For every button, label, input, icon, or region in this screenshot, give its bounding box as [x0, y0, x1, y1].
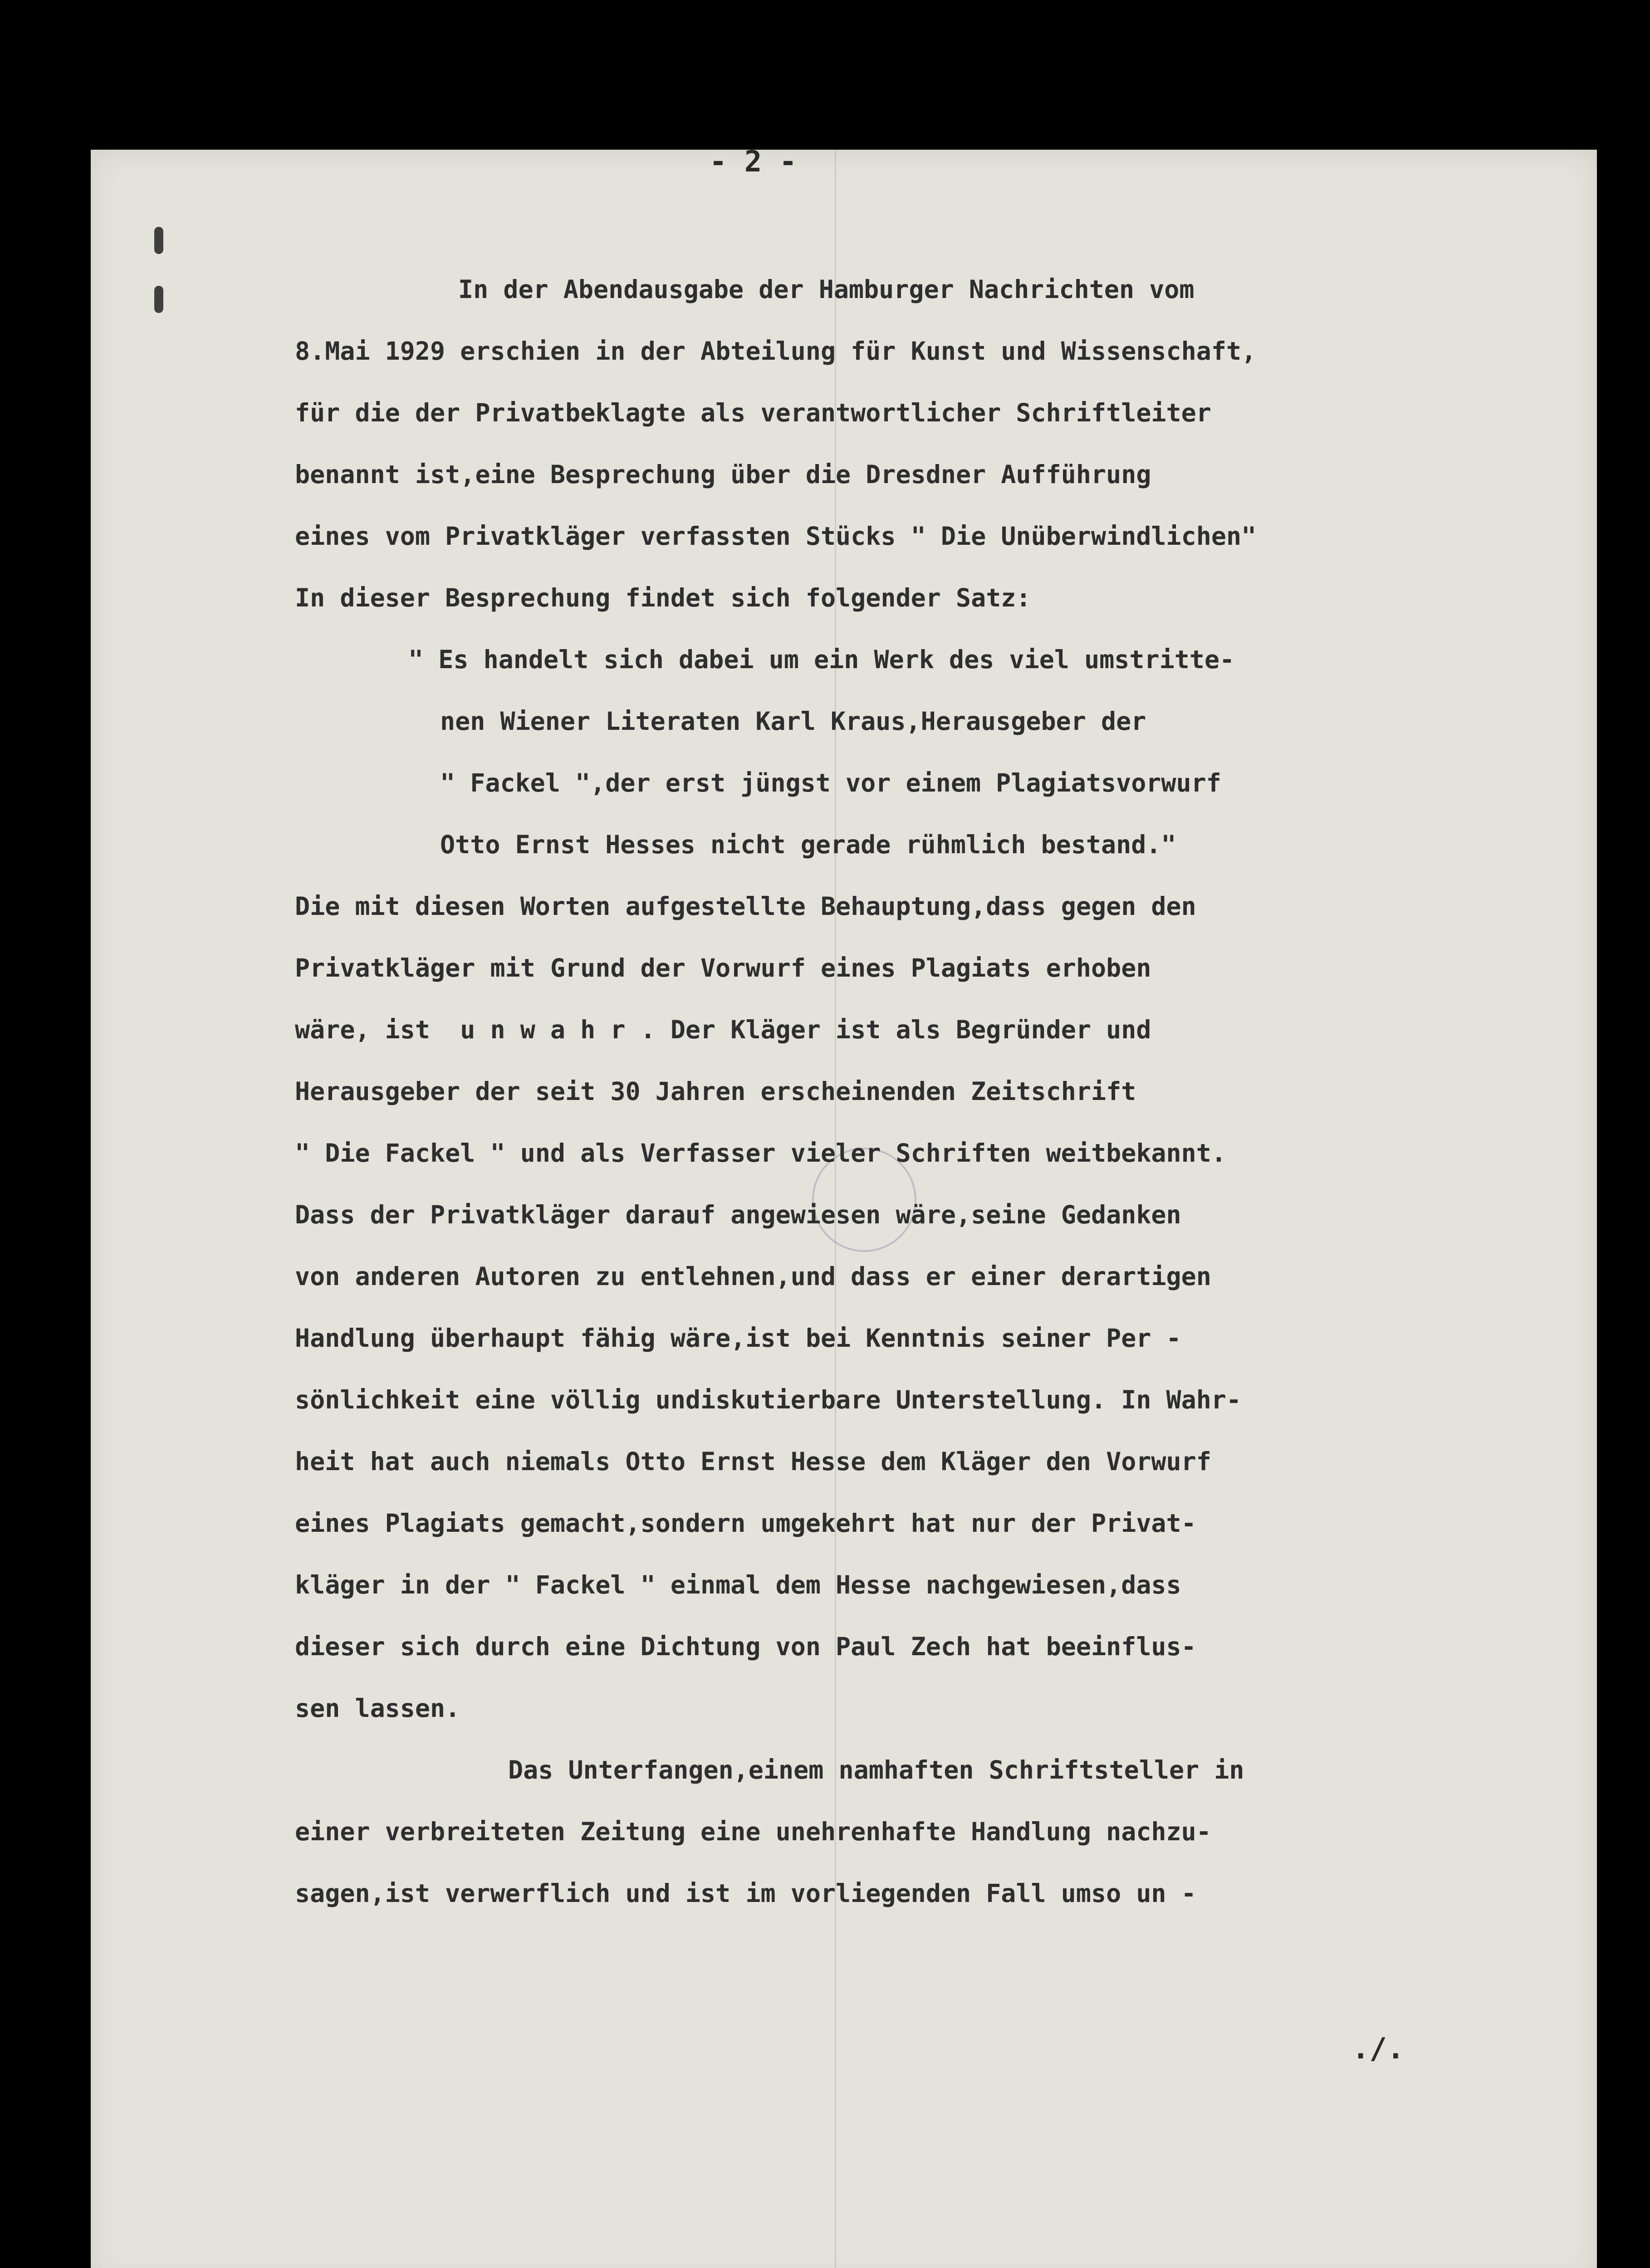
- punch-hole: [154, 227, 163, 254]
- quote-line: " Es handelt sich dabei um ein Werk des viel umstritte-: [408, 645, 1235, 674]
- text-line: heit hat auch niemals Otto Ernst Hesse dem Kläger den Vorwurf: [295, 1447, 1211, 1476]
- text-line: benannt ist,eine Besprechung über die Dresdner Aufführung: [295, 460, 1151, 489]
- text-line: Privatkläger mit Grund der Vorwurf eines Plagiats erhoben: [295, 953, 1151, 982]
- text-line: In der Abendausgabe der Hamburger Nachrichten vom: [458, 275, 1195, 304]
- text-line: sagen,ist verwerflich und ist im vorliegenden Fall umso un -: [295, 1879, 1196, 1908]
- document-body: [295, 259, 1579, 1924]
- text-line: Die mit diesen Worten aufgestellte Behauptung,dass gegen den: [295, 892, 1196, 921]
- text-line: kläger in der " Fackel " einmal dem Hesse nachgewiesen,dass: [295, 1570, 1181, 1599]
- text-line: eines vom Privatkläger verfassten Stücks " Die Unüberwindlichen": [295, 522, 1257, 551]
- text-line: für die der Privatbeklagte als verantwortlicher Schriftleiter: [295, 398, 1211, 427]
- text-line: dieser sich durch eine Dichtung von Paul Zech hat beeinflus-: [295, 1632, 1196, 1661]
- text-line: Handlung überhaupt fähig wäre,ist bei Kenntnis seiner Per -: [295, 1324, 1181, 1353]
- continuation-mark: ./.: [1352, 2032, 1405, 2066]
- text-line: " Die Fackel " und als Verfasser vieler Schriften weitbekannt.: [295, 1139, 1226, 1168]
- text-line: sen lassen.: [295, 1694, 460, 1723]
- text-line: Dass der Privatkläger darauf angewiesen wäre,seine Gedanken: [295, 1200, 1181, 1229]
- text-line: 8.Mai 1929 erschien in der Abteilung für Kunst und Wissenschaft,: [295, 337, 1257, 366]
- quote-line: Otto Ernst Hesses nicht gerade rühmlich bestand.": [440, 830, 1176, 859]
- text-line: eines Plagiats gemacht,sondern umgekehrt hat nur der Privat-: [295, 1509, 1196, 1538]
- text-line: In dieser Besprechung findet sich folgender Satz:: [295, 583, 1031, 612]
- text-line: wäre, ist u n w a h r . Der Kläger ist als Begründer und: [295, 1015, 1151, 1044]
- quote-line: nen Wiener Literaten Karl Kraus,Herausgeber der: [440, 707, 1146, 736]
- quote-line: " Fackel ",der erst jüngst vor einem Plagiatsvorwurf: [440, 768, 1221, 797]
- page-number: - 2 -: [709, 145, 797, 179]
- text-line: Herausgeber der seit 30 Jahren erscheinenden Zeitschrift: [295, 1077, 1136, 1106]
- text-line: Das Unterfangen,einem namhaften Schriftsteller in: [508, 1755, 1244, 1784]
- text-line: von anderen Autoren zu entlehnen,und dass er einer derartigen: [295, 1262, 1211, 1291]
- text-line: sönlichkeit eine völlig undiskutierbare Unterstellung. In Wahr-: [295, 1385, 1242, 1414]
- text-line: einer verbreiteten Zeitung eine unehrenhafte Handlung nachzu-: [295, 1817, 1211, 1846]
- punch-hole: [154, 286, 163, 313]
